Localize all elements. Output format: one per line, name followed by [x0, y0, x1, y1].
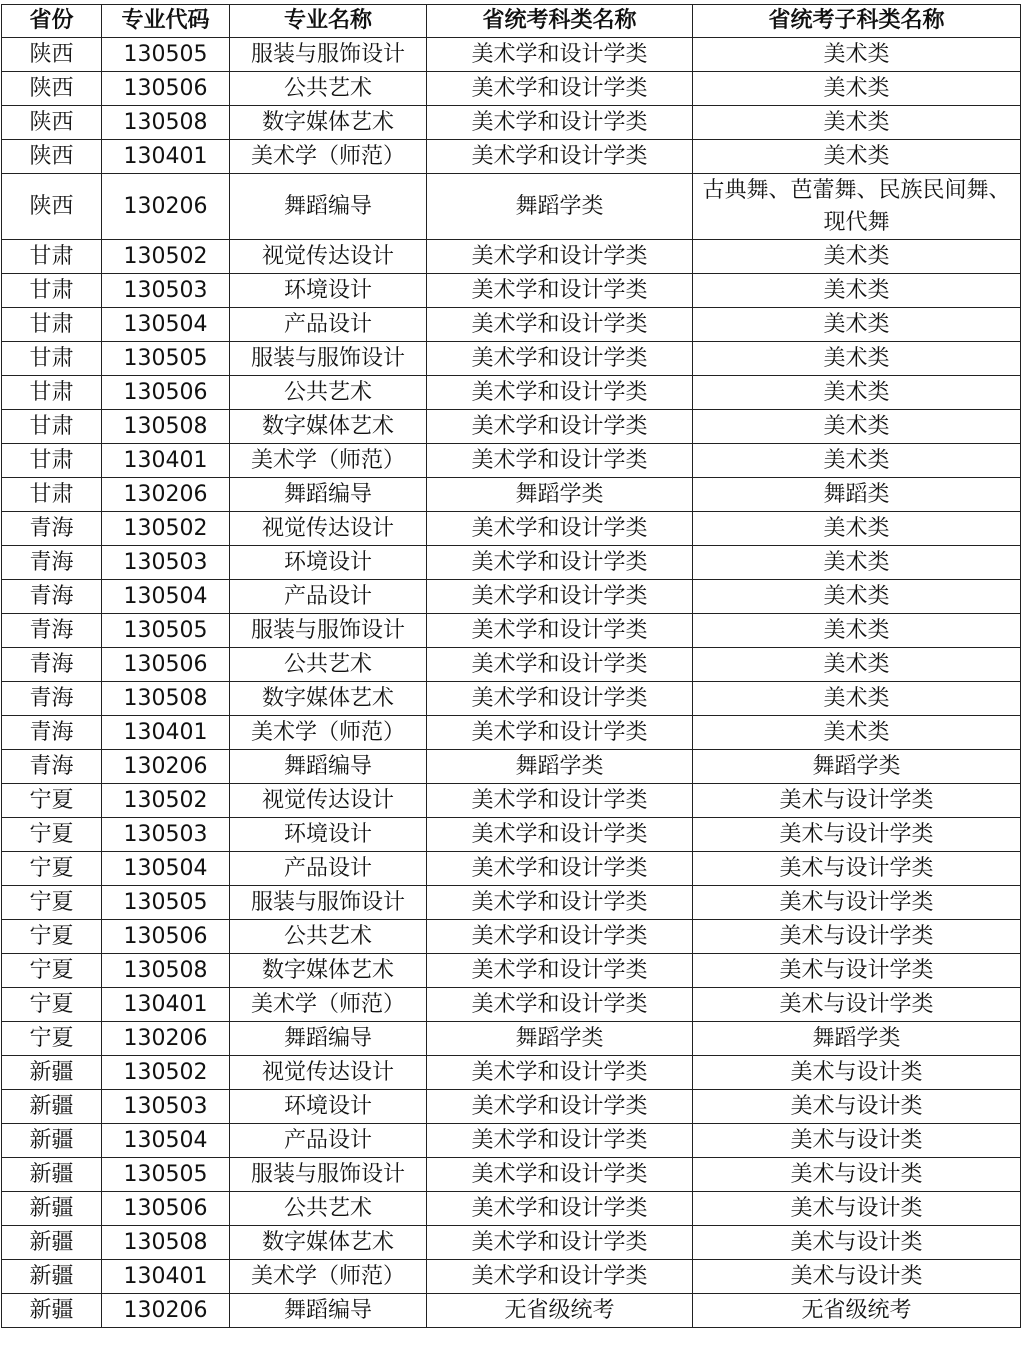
cell-exam-category: 美术学和设计学类	[427, 512, 693, 546]
table-header	[2, 5, 1021, 38]
cell-major-name: 舞蹈编导	[230, 1294, 427, 1328]
table-row	[2, 376, 1021, 410]
table-row	[2, 1192, 1021, 1226]
table-row	[2, 1090, 1021, 1124]
table-row	[2, 1226, 1021, 1260]
cell-major-name: 产品设计	[230, 580, 427, 614]
cell-province: 宁夏	[2, 784, 102, 818]
cell-exam-subcategory: 美术与设计学类	[693, 954, 1021, 988]
cell-exam-category: 美术学和设计学类	[427, 648, 693, 682]
table-row	[2, 648, 1021, 682]
cell-exam-subcategory: 美术与设计类	[693, 1124, 1021, 1158]
cell-major-name: 公共艺术	[230, 376, 427, 410]
table-row	[2, 1056, 1021, 1090]
cell-major-name: 舞蹈编导	[230, 750, 427, 784]
cell-province: 陕西	[2, 174, 102, 240]
table-row	[2, 274, 1021, 308]
cell-major-name: 产品设计	[230, 1124, 427, 1158]
cell-exam-category: 美术学和设计学类	[427, 920, 693, 954]
cell-major-name: 产品设计	[230, 852, 427, 886]
cell-major-code: 130206	[102, 1294, 230, 1328]
cell-province: 宁夏	[2, 1022, 102, 1056]
header-major-name: 专业名称	[230, 5, 427, 38]
cell-province: 新疆	[2, 1192, 102, 1226]
cell-exam-subcategory: 古典舞、芭蕾舞、民族民间舞、现代舞	[693, 174, 1021, 240]
table-row	[2, 1260, 1021, 1294]
cell-exam-subcategory: 美术与设计学类	[693, 818, 1021, 852]
cell-exam-category: 舞蹈学类	[427, 478, 693, 512]
cell-exam-subcategory: 美术类	[693, 106, 1021, 140]
cell-major-name: 视觉传达设计	[230, 1056, 427, 1090]
cell-major-code: 130503	[102, 274, 230, 308]
cell-province: 青海	[2, 614, 102, 648]
cell-province: 宁夏	[2, 954, 102, 988]
cell-major-name: 视觉传达设计	[230, 784, 427, 818]
cell-exam-category: 美术学和设计学类	[427, 106, 693, 140]
cell-exam-subcategory: 美术与设计类	[693, 1226, 1021, 1260]
cell-major-name: 数字媒体艺术	[230, 1226, 427, 1260]
cell-exam-category: 美术学和设计学类	[427, 784, 693, 818]
cell-major-code: 130508	[102, 410, 230, 444]
table-row	[2, 308, 1021, 342]
cell-exam-category: 美术学和设计学类	[427, 1192, 693, 1226]
cell-province: 青海	[2, 546, 102, 580]
cell-province: 新疆	[2, 1158, 102, 1192]
cell-major-code: 130206	[102, 478, 230, 512]
cell-major-name: 舞蹈编导	[230, 1022, 427, 1056]
cell-province: 甘肃	[2, 308, 102, 342]
table-row	[2, 38, 1021, 72]
table-row	[2, 784, 1021, 818]
cell-major-code: 130505	[102, 886, 230, 920]
cell-province: 宁夏	[2, 818, 102, 852]
header-province: 省份	[2, 5, 102, 38]
cell-exam-subcategory: 美术类	[693, 648, 1021, 682]
cell-exam-category: 美术学和设计学类	[427, 274, 693, 308]
cell-province: 新疆	[2, 1260, 102, 1294]
cell-exam-category: 美术学和设计学类	[427, 444, 693, 478]
cell-major-code: 130503	[102, 818, 230, 852]
cell-major-code: 130503	[102, 1090, 230, 1124]
cell-exam-subcategory: 美术类	[693, 580, 1021, 614]
cell-exam-category: 美术学和设计学类	[427, 682, 693, 716]
cell-province: 青海	[2, 580, 102, 614]
cell-exam-subcategory: 舞蹈学类	[693, 1022, 1021, 1056]
cell-province: 新疆	[2, 1294, 102, 1328]
header-major-code: 专业代码	[102, 5, 230, 38]
cell-major-code: 130508	[102, 106, 230, 140]
table-row	[2, 1124, 1021, 1158]
cell-major-code: 130502	[102, 240, 230, 274]
cell-exam-subcategory: 美术类	[693, 274, 1021, 308]
table-row	[2, 852, 1021, 886]
cell-major-name: 数字媒体艺术	[230, 682, 427, 716]
cell-major-name: 美术学（师范）	[230, 1260, 427, 1294]
cell-exam-subcategory: 美术类	[693, 716, 1021, 750]
cell-exam-category: 美术学和设计学类	[427, 818, 693, 852]
cell-major-code: 130505	[102, 342, 230, 376]
cell-province: 陕西	[2, 106, 102, 140]
cell-exam-subcategory: 美术与设计学类	[693, 920, 1021, 954]
cell-exam-category: 美术学和设计学类	[427, 1260, 693, 1294]
cell-major-code: 130506	[102, 72, 230, 106]
cell-exam-category: 美术学和设计学类	[427, 376, 693, 410]
cell-major-name: 服装与服饰设计	[230, 1158, 427, 1192]
cell-major-name: 服装与服饰设计	[230, 614, 427, 648]
cell-major-code: 130506	[102, 648, 230, 682]
cell-exam-category: 美术学和设计学类	[427, 410, 693, 444]
cell-exam-subcategory: 美术与设计类	[693, 1260, 1021, 1294]
cell-province: 陕西	[2, 72, 102, 106]
cell-major-code: 130206	[102, 174, 230, 240]
cell-major-name: 美术学（师范）	[230, 988, 427, 1022]
cell-major-code: 130502	[102, 1056, 230, 1090]
cell-major-name: 公共艺术	[230, 648, 427, 682]
cell-exam-subcategory: 美术类	[693, 546, 1021, 580]
cell-major-name: 公共艺术	[230, 920, 427, 954]
cell-exam-category: 美术学和设计学类	[427, 1226, 693, 1260]
cell-major-name: 数字媒体艺术	[230, 106, 427, 140]
table-row	[2, 1022, 1021, 1056]
cell-major-code: 130505	[102, 38, 230, 72]
table-row	[2, 410, 1021, 444]
cell-major-name: 服装与服饰设计	[230, 38, 427, 72]
table-row	[2, 1294, 1021, 1328]
cell-exam-subcategory: 美术类	[693, 72, 1021, 106]
cell-province: 青海	[2, 682, 102, 716]
cell-exam-category: 美术学和设计学类	[427, 852, 693, 886]
cell-major-name: 环境设计	[230, 818, 427, 852]
cell-province: 宁夏	[2, 988, 102, 1022]
cell-major-code: 130206	[102, 1022, 230, 1056]
cell-exam-category: 舞蹈学类	[427, 750, 693, 784]
header-row	[2, 5, 1021, 38]
cell-province: 宁夏	[2, 852, 102, 886]
cell-province: 青海	[2, 750, 102, 784]
cell-province: 新疆	[2, 1124, 102, 1158]
table-row	[2, 920, 1021, 954]
cell-exam-subcategory: 舞蹈类	[693, 478, 1021, 512]
cell-major-name: 视觉传达设计	[230, 512, 427, 546]
cell-exam-category: 美术学和设计学类	[427, 1056, 693, 1090]
cell-major-name: 公共艺术	[230, 1192, 427, 1226]
cell-province: 青海	[2, 512, 102, 546]
cell-major-code: 130505	[102, 614, 230, 648]
table-row	[2, 682, 1021, 716]
table-row	[2, 342, 1021, 376]
table-row	[2, 954, 1021, 988]
cell-province: 青海	[2, 716, 102, 750]
cell-exam-subcategory: 美术与设计学类	[693, 886, 1021, 920]
cell-exam-subcategory: 美术类	[693, 614, 1021, 648]
cell-province: 甘肃	[2, 376, 102, 410]
cell-exam-category: 美术学和设计学类	[427, 716, 693, 750]
cell-exam-category: 美术学和设计学类	[427, 546, 693, 580]
cell-province: 新疆	[2, 1056, 102, 1090]
cell-major-name: 数字媒体艺术	[230, 954, 427, 988]
cell-exam-subcategory: 美术类	[693, 342, 1021, 376]
table-row	[2, 546, 1021, 580]
cell-major-code: 130506	[102, 1192, 230, 1226]
cell-exam-subcategory: 美术类	[693, 410, 1021, 444]
cell-exam-subcategory: 美术与设计类	[693, 1192, 1021, 1226]
cell-province: 新疆	[2, 1226, 102, 1260]
table-row	[2, 174, 1021, 240]
cell-major-name: 产品设计	[230, 308, 427, 342]
cell-exam-category: 美术学和设计学类	[427, 342, 693, 376]
cell-exam-subcategory: 美术与设计学类	[693, 988, 1021, 1022]
cell-exam-subcategory: 美术类	[693, 376, 1021, 410]
cell-exam-category: 美术学和设计学类	[427, 1090, 693, 1124]
table-row	[2, 444, 1021, 478]
cell-province: 陕西	[2, 140, 102, 174]
cell-exam-category: 美术学和设计学类	[427, 886, 693, 920]
table-row	[2, 512, 1021, 546]
cell-major-name: 环境设计	[230, 1090, 427, 1124]
cell-province: 青海	[2, 648, 102, 682]
cell-exam-subcategory: 舞蹈学类	[693, 750, 1021, 784]
cell-major-name: 美术学（师范）	[230, 444, 427, 478]
cell-exam-category: 舞蹈学类	[427, 1022, 693, 1056]
cell-major-code: 130401	[102, 1260, 230, 1294]
cell-major-code: 130502	[102, 784, 230, 818]
cell-major-code: 130508	[102, 954, 230, 988]
header-exam-category: 省统考科类名称	[427, 5, 693, 38]
header-exam-subcategory: 省统考子科类名称	[693, 5, 1021, 38]
cell-major-name: 服装与服饰设计	[230, 886, 427, 920]
cell-exam-category: 美术学和设计学类	[427, 38, 693, 72]
table-row	[2, 240, 1021, 274]
table-row	[2, 886, 1021, 920]
cell-major-name: 视觉传达设计	[230, 240, 427, 274]
cell-major-code: 130504	[102, 852, 230, 886]
cell-exam-subcategory: 美术类	[693, 444, 1021, 478]
table-row	[2, 72, 1021, 106]
cell-exam-subcategory: 美术类	[693, 38, 1021, 72]
table-row	[2, 988, 1021, 1022]
cell-exam-category: 无省级统考	[427, 1294, 693, 1328]
table-row	[2, 750, 1021, 784]
table-body	[2, 38, 1021, 1328]
table-row	[2, 716, 1021, 750]
cell-exam-subcategory: 美术类	[693, 512, 1021, 546]
cell-major-code: 130508	[102, 1226, 230, 1260]
table-row	[2, 478, 1021, 512]
cell-exam-category: 美术学和设计学类	[427, 580, 693, 614]
cell-province: 甘肃	[2, 274, 102, 308]
cell-major-name: 舞蹈编导	[230, 174, 427, 240]
cell-major-name: 公共艺术	[230, 72, 427, 106]
cell-exam-category: 美术学和设计学类	[427, 1158, 693, 1192]
cell-exam-subcategory: 美术与设计类	[693, 1056, 1021, 1090]
cell-exam-subcategory: 无省级统考	[693, 1294, 1021, 1328]
cell-exam-category: 美术学和设计学类	[427, 954, 693, 988]
cell-major-name: 美术学（师范）	[230, 716, 427, 750]
cell-major-code: 130508	[102, 682, 230, 716]
cell-exam-category: 美术学和设计学类	[427, 140, 693, 174]
cell-province: 新疆	[2, 1090, 102, 1124]
cell-province: 甘肃	[2, 342, 102, 376]
cell-major-name: 美术学（师范）	[230, 140, 427, 174]
cell-major-name: 环境设计	[230, 274, 427, 308]
cell-major-code: 130503	[102, 546, 230, 580]
table-row	[2, 614, 1021, 648]
cell-exam-subcategory: 美术与设计类	[693, 1158, 1021, 1192]
cell-exam-subcategory: 美术类	[693, 682, 1021, 716]
cell-province: 甘肃	[2, 444, 102, 478]
cell-major-code: 130504	[102, 580, 230, 614]
cell-exam-category: 美术学和设计学类	[427, 1124, 693, 1158]
cell-exam-category: 美术学和设计学类	[427, 308, 693, 342]
major-table	[1, 4, 1021, 1328]
cell-exam-subcategory: 美术与设计学类	[693, 784, 1021, 818]
cell-exam-subcategory: 美术与设计类	[693, 1090, 1021, 1124]
table-row	[2, 1158, 1021, 1192]
cell-major-code: 130401	[102, 988, 230, 1022]
cell-province: 陕西	[2, 38, 102, 72]
cell-exam-subcategory: 美术与设计学类	[693, 852, 1021, 886]
cell-major-code: 130502	[102, 512, 230, 546]
cell-exam-subcategory: 美术类	[693, 308, 1021, 342]
cell-exam-subcategory: 美术类	[693, 140, 1021, 174]
cell-province: 甘肃	[2, 478, 102, 512]
cell-major-name: 舞蹈编导	[230, 478, 427, 512]
cell-major-name: 数字媒体艺术	[230, 410, 427, 444]
cell-exam-category: 美术学和设计学类	[427, 240, 693, 274]
cell-exam-subcategory: 美术类	[693, 240, 1021, 274]
cell-major-code: 130505	[102, 1158, 230, 1192]
cell-province: 宁夏	[2, 886, 102, 920]
cell-exam-category: 舞蹈学类	[427, 174, 693, 240]
cell-major-code: 130401	[102, 140, 230, 174]
table-row	[2, 140, 1021, 174]
cell-exam-category: 美术学和设计学类	[427, 614, 693, 648]
table-row	[2, 106, 1021, 140]
cell-exam-category: 美术学和设计学类	[427, 988, 693, 1022]
cell-major-name: 服装与服饰设计	[230, 342, 427, 376]
cell-province: 甘肃	[2, 240, 102, 274]
cell-major-code: 130206	[102, 750, 230, 784]
cell-major-code: 130401	[102, 444, 230, 478]
cell-major-code: 130504	[102, 308, 230, 342]
table-row	[2, 818, 1021, 852]
cell-major-code: 130504	[102, 1124, 230, 1158]
cell-exam-category: 美术学和设计学类	[427, 72, 693, 106]
cell-major-name: 环境设计	[230, 546, 427, 580]
cell-major-code: 130506	[102, 920, 230, 954]
cell-major-code: 130506	[102, 376, 230, 410]
cell-province: 甘肃	[2, 410, 102, 444]
cell-province: 宁夏	[2, 920, 102, 954]
cell-major-code: 130401	[102, 716, 230, 750]
table-row	[2, 580, 1021, 614]
